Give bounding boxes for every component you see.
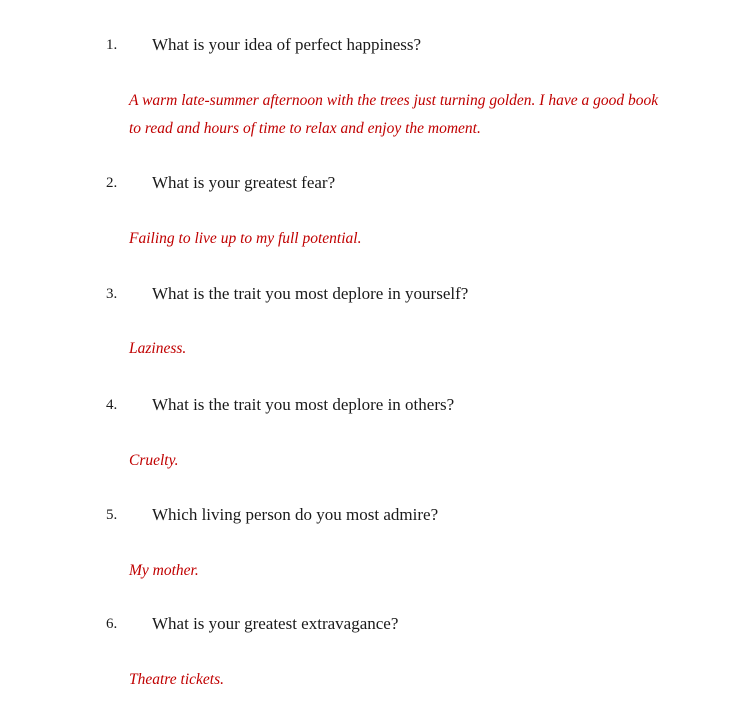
question-text: Which living person do you most admire? [152, 505, 439, 524]
question-number: 3. [106, 286, 118, 302]
question-text: What is the trait you most deplore in others? [152, 395, 455, 414]
question-number: 6. [106, 616, 118, 632]
answer-text: Failing to live up to my full potential. [129, 230, 362, 247]
question-text: What is your idea of perfect happiness? [152, 35, 422, 54]
question-number: 2. [106, 175, 118, 191]
question-number: 4. [106, 397, 118, 413]
answer-text: Cruelty. [129, 452, 179, 469]
question-number: 5. [106, 507, 118, 523]
answer-text: A warm late-summer afternoon with the trees just turning golden. I have a good book to read and hours of time to relax and enjoy the moment. [129, 92, 659, 137]
answer-text: My mother. [129, 562, 199, 579]
question-text: What is your greatest extravagance? [152, 614, 399, 633]
question-text: What is your greatest fear? [152, 173, 336, 192]
answer-text: Laziness. [129, 340, 187, 357]
answer-text: Theatre tickets. [129, 671, 224, 688]
question-number: 1. [106, 37, 118, 53]
question-text: What is the trait you most deplore in yourself? [152, 284, 469, 303]
